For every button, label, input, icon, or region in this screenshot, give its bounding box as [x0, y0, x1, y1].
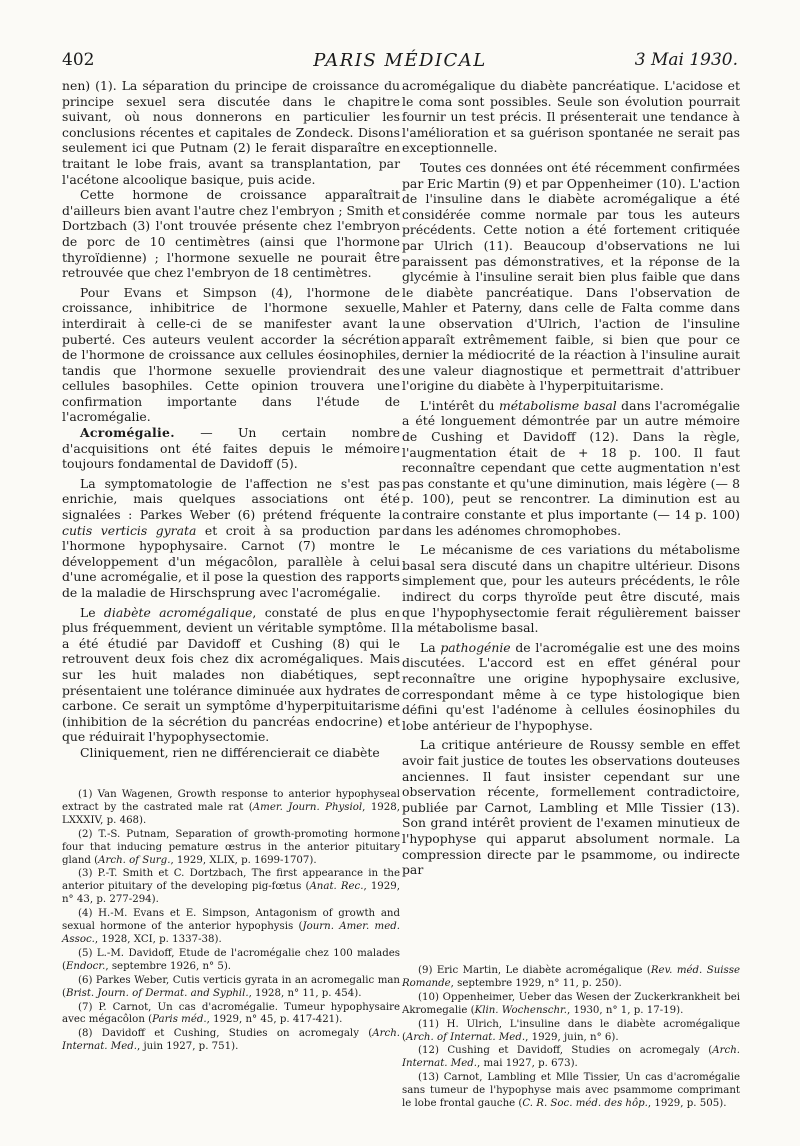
- right-column: [402, 78, 740, 878]
- footnote: (13) Carnot, Lambling et Mlle Tissier, Un cas d'acromégalie sans tumeur de l'hypophyse mais avec psammome comprimant le lobe frontal gauche (C. R. Soc. méd. des hôp., 1929, p. 505).: [402, 1072, 740, 1110]
- footnote: (10) Oppenheimer, Ueber das Wesen der Zuckerkrankheit bei Akromegalie (Klin. Wochenschr., 1930, n° 1, p. 17-19).: [402, 991, 740, 1016]
- paragraph: nen) (1). La séparation du principe de croissance du principe sexuel sera discutée dans le chapitre suivant, où nous donnerons en particulier les conclusions récentes et capitales de Zondeck. Disons seulement ici que Putnam (2) le ferait disparaître en traitant le lobe frais, avant sa transplantation, par l'acétone alcoolique basique, puis acide.: [62, 78, 400, 187]
- issue-date: 3 Mai 1930.: [634, 50, 738, 70]
- paragraph: Cliniquement, rien ne différencierait ce diabète: [80, 744, 380, 760]
- paragraph: L'intérêt du métabolisme basal dans l'acromégalie a été longuement démontrée par un autre mémoire de Cushing et Davidoff (12). Dans la règle, l'augmentation était de + 18 p. 100. Il faut reconnaître cependant que cette augmentation n'est pas constante et qu'une diminution, mais légère (— 8 p. 100), peut se rencontrer. La diminution est au contraire constante et plus importante (— 14 p. 100) dans les adénomes chromophobes.: [402, 397, 740, 538]
- footnote: (2) T.-S. Putnam, Separation of growth-promoting hormone four that inducing pemature œstrus in the anterior pituitary gland (Arch. of Surg., 1929, XLIX, p. 1699-1707).: [62, 828, 400, 866]
- footnote: (12) Cushing et Davidoff, Studies on acromegaly (Arch. Internat. Med., mai 1927, p. 673).: [402, 1045, 740, 1070]
- paragraph: Acromégalie. — Un certain nombre d'acquisitions ont été faites depuis le mémoire toujours fondamental de Davidoff (5).: [62, 425, 400, 472]
- paragraph: Toutes ces données ont été récemment confirmées par Eric Martin (9) et par Oppenheimer (10). L'action de l'insuline dans le diabète acromégalique a été considérée comme normale par tous les auteurs précédents. Cette notion a été fortement critiquée par Ulrich (11). Beaucoup d'observations ne lui paraissent pas démonstratives, et la réponse de la glycémie à l'insuline serait bien plus faible que dans le diabète pancréatique. Dans l'observation de Mahler et Paterny, dans celle de Falta comme dans une observation d'Ulrich, l'action de l'insuline apparaît extrêmement faible, si bien que pour ce dernier la médiocrité de la réaction à l'insuline aurait une valeur diagnostique et permettrait d'attribuer l'origine du diabète à l'hyperpituitarisme.: [402, 159, 740, 394]
- footnote: (4) H.-M. Evans et E. Simpson, Antagonism of growth and sexual hormone of the anterior hypophysis (Journ. Amer. med. Assoc., 1928, XCI, p. 1337-38).: [62, 908, 400, 945]
- footnote: (11) H. Ulrich, L'insuline dans le diabète acromégalique (Arch. of Internat. Med., 1929, juin, n° 6).: [402, 1018, 740, 1043]
- page-header: [62, 50, 738, 76]
- paragraph: Le mécanisme de ces variations du métabolisme basal sera discuté dans un chapitre ultérieur. Disons simplement que, pour les auteurs précédents, le rôle indirect du corps thyroïde peut être discuté, mais que l'hypophysectomie ferait régulièrement baisser la métabolisme basal.: [402, 542, 740, 636]
- footnotes-left: [62, 789, 400, 1054]
- footnote: (9) Eric Martin, Le diabète acromégalique (Rev. méd. Suisse Romande, septembre 1929, n° 11, p. 250).: [402, 965, 740, 989]
- left-column: [62, 78, 400, 761]
- footnotes-right: [402, 965, 740, 1111]
- paragraph: La symptomatologie de l'affection ne s'est pas enrichie, mais quelques associations ont été signalées : Parkes Weber (6) prétend fréquente la cutis verticis gyrata et croit à sa production par l'hormone hypophysaire. Carnot (7) montre le développement d'un mégacôlon, parallèle à celui d'une acromégalie, et il pose la question des rapports de la maladie de Hirschsprung avec l'acromégalie.: [62, 475, 400, 600]
- paragraph: Pour Evans et Simpson (4), l'hormone de croissance, inhibitrice de l'hormone sexuelle, interdirait à celle-ci de se manifester avant la puberté. Ces auteurs veulent accorder la sécrétion de l'hormone de croissance aux cellules éosinophiles, tandis que l'hormone sexuelle proviendrait des cellules basophiles. Cette opinion trouvera une confirmation importante dans l'étude de l'acromégalie.: [62, 284, 400, 425]
- footnote: (5) L.-M. Davidoff, Etude de l'acromégalie chez 100 malades (Endocr., septembre 1926, n° 5).: [62, 947, 400, 972]
- page-number: 402: [62, 50, 95, 70]
- footnote: (3) P.-T. Smith et C. Dortzbach, The first appearance in the anterior pituitary of the developing pig-fœtus (Anat. Rec., 1929, n° 43, p. 277-294).: [62, 868, 400, 906]
- paragraph: Cette hormone de croissance apparaîtrait d'ailleurs bien avant l'autre chez l'embryon ; Smith et Dortzbach (3) l'ont trouvée présente chez l'embryon de porc de 10 centimètres (ainsi que l'hormone thyroïdienne) ; l'hormone sexuelle ne pourait être retrouvée que chez l'embryon de 18 centimètres.: [62, 187, 400, 281]
- footnote: (8) Davidoff et Cushing, Studies on acromegaly (Arch. Internat. Med., juin 1927, p. 751).: [62, 1028, 400, 1053]
- paragraph: La pathogénie de l'acromégalie est une des moins discutées. L'accord est en effet général pour reconnaître une origine hypophysaire exclusive, correspondant même à ce type histologique bien défini qu'est l'adénome à cellules éosinophiles du lobe antérieur de l'hypophyse.: [402, 639, 741, 733]
- paragraph: Le diabète acromégalique, constaté de plus en plus fréquemment, devient un véritable symptôme. Il a été étudié par Davidoff et Cushing (8) qui le retrouvent deux fois chez dix acromégaliques. Mais sur les huit malades non diabétiques, sept présentaient une tolérance diminuée aux hydrates de carbone. Ce serait un symptôme d'hyperpituitarisme (inhibition de la sécrétion du pancréas endocrine) et que réduirait l'hypophysectomie.: [62, 604, 401, 745]
- section-heading: Acromégalie.: [80, 425, 175, 441]
- footnote: (6) Parkes Weber, Cutis verticis gyrata in an acromegalic man (Brist. Journ. of Dermat. and Syphil., 1928, n° 11, p. 454).: [62, 974, 400, 999]
- paragraph: La critique antérieure de Roussy semble en effet avoir fait justice de toutes les observations douteuses anciennes. Il faut insister cependant sur une observation récente, formellement contradictoire, publiée par Carnot, Lambling et Mlle Tissier (13). Son grand intérêt provient de l'examen minutieux de l'hypophyse qui apparut absolument normale. La compression directe par le psammome, ou indirecte par: [402, 737, 740, 878]
- footnote: (1) Van Wagenen, Growth response to anterior hypophyseal extract by the castrated male rat (Amer. Journ. Physiol, 1928, LXXXIV, p. 468).: [62, 789, 400, 826]
- journal-title: PARIS MÉDICAL: [313, 50, 487, 71]
- footnote: (7) P. Carnot, Un cas d'acromégalie. Tumeur hypophysaire avec mégacôlon (Paris méd., 1929, n° 45, p. 417-421).: [62, 1001, 400, 1026]
- paragraph: acromégalique du diabète pancréatique. L'acidose et le coma sont possibles. Seule son évolution pourrait fournir un test précis. Il présenterait une tendance à l'amélioration et sa guérison spontanée ne serait pas exceptionnelle.: [402, 78, 740, 156]
